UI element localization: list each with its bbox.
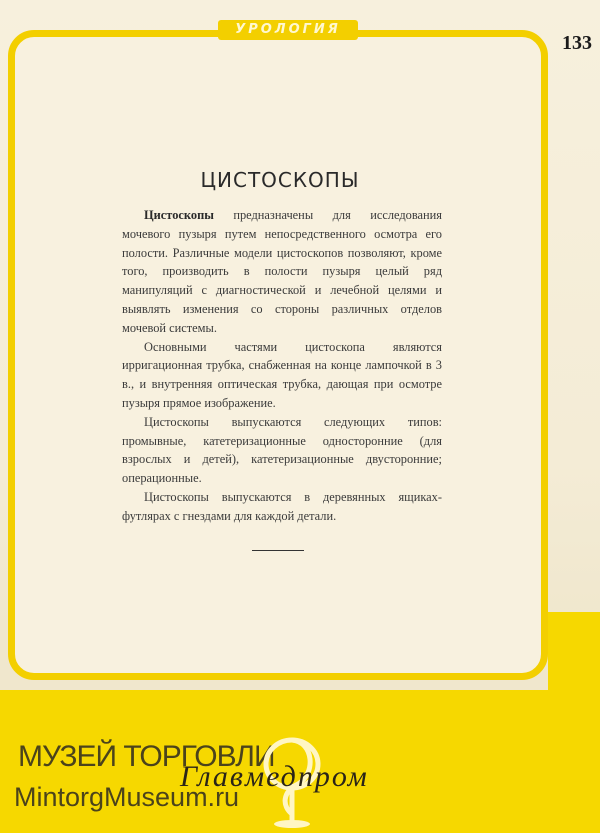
paragraph-3 <box>122 413 442 488</box>
paragraph-4 <box>122 488 442 526</box>
end-divider <box>252 550 304 551</box>
watermark-museum-name: МУЗЕЙ ТОРГОВЛИ <box>18 740 275 773</box>
page-number: 133 <box>562 32 592 54</box>
section-label: УРОЛОГИЯ <box>218 20 358 40</box>
paragraph-1-lead: Цистоскопы <box>144 208 214 222</box>
paragraph-2 <box>122 338 442 413</box>
article-body <box>122 206 442 526</box>
paragraph-1 <box>122 206 442 338</box>
publisher-logo: Главмедпром <box>180 760 369 793</box>
yellow-right-band <box>548 612 600 833</box>
watermark-museum-url: MintorgMuseum.ru <box>14 782 240 812</box>
page-title: ЦИСТОСКОПЫ <box>200 168 360 192</box>
paragraph-1-text: предназначены для исследования мочевого пузыря путем непосредственного осмотра его полости. Различные модели цистоскопов позволяют, кроме того, производить в полости пузыря целый ряд манипуляций с диагностической и лечебной целями и выявлять изменения со стороны различных отделов мочевой системы. <box>122 208 442 335</box>
paragraph-2-text: Основными частями цистоскопа являются ирригационная трубка, снабженная на конце лампочкой в 3 в., и внутренняя оптическая трубка, дающая при осмотре пузыря прямое изображение. <box>122 339 442 410</box>
paragraph-4-text: Цистоскопы выпускаются в деревянных ящиках-футлярах с гнездами для каждой детали. <box>122 489 442 523</box>
paragraph-3-text: Цистоскопы выпускаются следующих типов: промывные, катетеризационные односторонние (для взрослых и детей), катетеризационные двусторонние; операционные. <box>122 414 442 486</box>
